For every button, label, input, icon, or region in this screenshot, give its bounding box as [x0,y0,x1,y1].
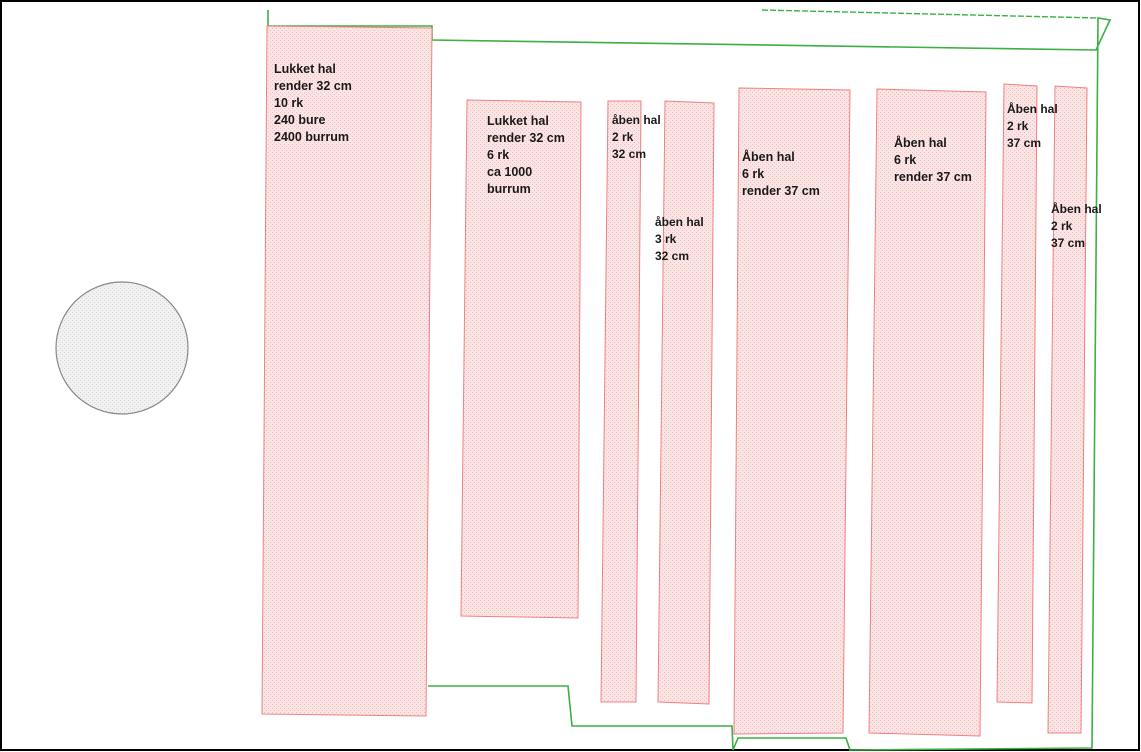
hall-8-label-line: 2 rk [1051,219,1073,233]
hall-1-label-line: 2400 burrum [274,130,350,144]
hall-3-building [601,101,641,702]
hall-4-building [658,101,714,704]
hall-3-label-line: 32 cm [612,147,647,161]
hall-1-label-line: 10 rk [274,96,304,110]
hall-2-label-line: burrum [487,182,531,196]
hall-4-label-line: 3 rk [655,232,677,246]
hall-2-label-line: ca 1000 [487,165,533,179]
hall-6-building [869,89,986,736]
halls-group [262,26,1087,736]
hall-7-label-line: 37 cm [1007,136,1042,150]
hall-5-label-line: 6 rk [742,167,765,181]
hall-3-label-line: åben hal [612,113,661,127]
hall-6-label-line: 6 rk [894,153,917,167]
hall-7-label-line: 2 rk [1007,119,1029,133]
hall-6-label-line: render 37 cm [894,170,972,184]
hall-7-label-line: Åben hal [1007,102,1058,116]
hall-5-label-line: Åben hal [742,150,795,164]
hall-6-label-line: Åben hal [894,136,947,150]
hall-8-building [1048,86,1087,733]
hall-2-label-line: Lukket hal [487,114,549,128]
hall-1-label-line: render 32 cm [274,79,352,93]
hall-1-label-line: 240 bure [274,113,326,127]
hall-4-label-line: 32 cm [655,249,690,263]
hall-8-label-line: Åben hal [1051,202,1102,216]
hall-2-label-line: render 32 cm [487,131,565,145]
hall-5-label-line: render 37 cm [742,184,820,198]
silo-circle [56,282,188,414]
hall-2-label-line: 6 rk [487,148,510,162]
hall-8-label-line: 37 cm [1051,236,1086,250]
hall-1-label-line: Lukket hal [274,62,336,76]
hall-7-building [997,84,1037,703]
hall-3-label-line: 2 rk [612,130,634,144]
hall-4-label-line: åben hal [655,215,704,229]
